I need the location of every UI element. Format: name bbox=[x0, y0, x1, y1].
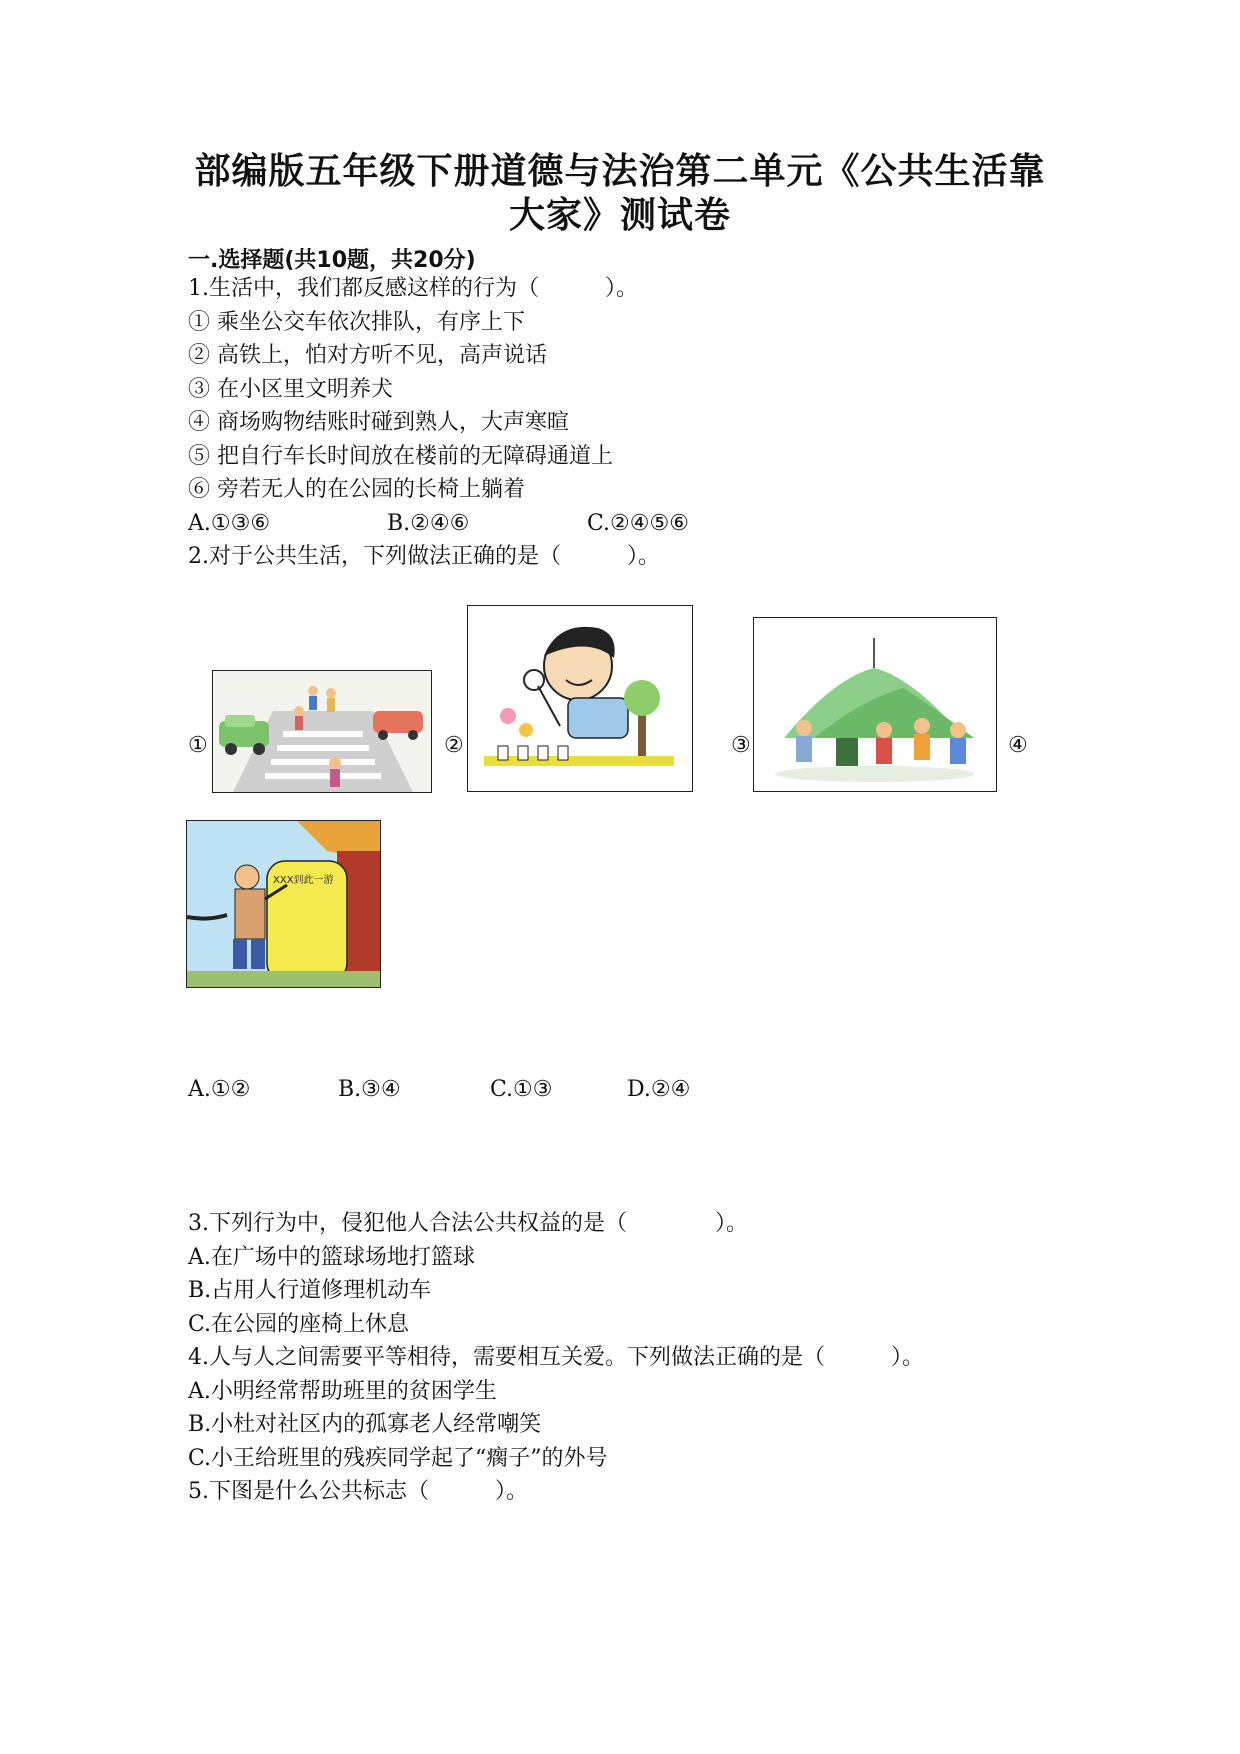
q1-option-c[interactable]: C.②④⑤⑥ bbox=[587, 511, 689, 536]
q4-stem: 4.人与人之间需要平等相待，需要相互关爱。下列做法正确的是（ ）。 bbox=[188, 1345, 924, 1370]
q1-item: ⑤ 把自行车长时间放在楼前的无障碍通道上 bbox=[188, 444, 613, 469]
q3-option-a[interactable]: A.在广场中的篮球场地打篮球 bbox=[188, 1245, 475, 1270]
q1-item: ④ 商场购物结账时碰到熟人，大声寒暄 bbox=[188, 410, 569, 435]
crosswalk-illustration bbox=[212, 670, 432, 793]
q3-option-b[interactable]: B.占用人行道修理机动车 bbox=[188, 1278, 432, 1303]
graffiti-text: XXX到此一游 bbox=[273, 875, 334, 886]
q1-item: ① 乘坐公交车依次排队，有序上下 bbox=[188, 310, 525, 335]
q3-stem: 3.下列行为中，侵犯他人合法公共权益的是（ ）。 bbox=[188, 1211, 748, 1236]
q1-stem: 1.生活中，我们都反感这样的行为（ ）。 bbox=[188, 276, 638, 301]
title-line-2: 大家》测试卷 bbox=[508, 195, 731, 236]
q4-option-c[interactable]: C.小王给班里的残疾同学起了“瘸子”的外号 bbox=[188, 1446, 608, 1471]
q2-option-c[interactable]: C.①③ bbox=[490, 1077, 553, 1102]
q5-stem: 5.下图是什么公共标志（ ）。 bbox=[188, 1479, 528, 1504]
section-heading: 一.选择题(共10题，共20分) bbox=[188, 248, 476, 273]
q1-item: ② 高铁上，怕对方听不见，高声说话 bbox=[188, 343, 547, 368]
image-label-4: ④ bbox=[1008, 733, 1028, 758]
mountain-cleanup-illustration bbox=[753, 617, 997, 792]
q2-option-d[interactable]: D.②④ bbox=[627, 1077, 691, 1102]
page-title bbox=[170, 150, 1070, 238]
graffiti-illustration bbox=[186, 820, 381, 988]
q2-stem: 2.对于公共生活，下列做法正确的是（ ）。 bbox=[188, 544, 660, 569]
q4-option-a[interactable]: A.小明经常帮助班里的贫困学生 bbox=[188, 1379, 497, 1404]
image-label-3: ③ bbox=[731, 733, 751, 758]
image-label-1: ① bbox=[188, 733, 208, 758]
boy-picking-flowers-illustration bbox=[467, 605, 693, 792]
q1-option-a[interactable]: A.①③⑥ bbox=[188, 511, 271, 536]
image-label-2: ② bbox=[444, 733, 464, 758]
q1-item: ⑥ 旁若无人的在公园的长椅上躺着 bbox=[188, 477, 525, 502]
title-line-1: 部编版五年级下册道德与法治第二单元《公共生活靠 bbox=[194, 151, 1046, 192]
q4-option-b[interactable]: B.小杜对社区内的孤寡老人经常嘲笑 bbox=[188, 1412, 542, 1437]
q1-option-b[interactable]: B.②④⑥ bbox=[387, 511, 470, 536]
q2-option-a[interactable]: A.①② bbox=[188, 1077, 251, 1102]
q1-item: ③ 在小区里文明养犬 bbox=[188, 377, 393, 402]
q2-option-b[interactable]: B.③④ bbox=[338, 1077, 401, 1102]
q3-option-c[interactable]: C.在公园的座椅上休息 bbox=[188, 1312, 410, 1337]
